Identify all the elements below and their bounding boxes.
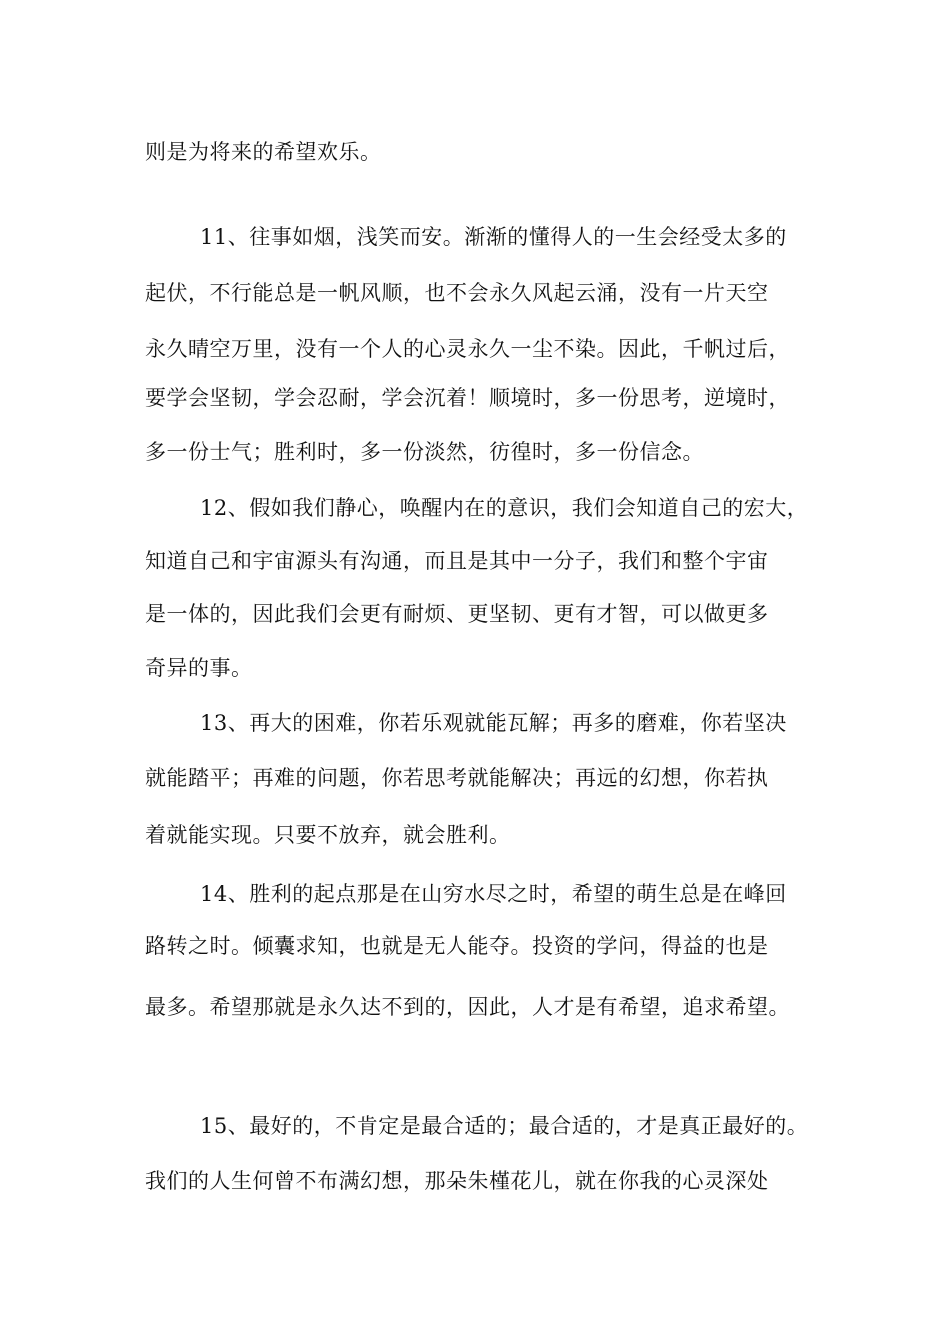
text-line: 就能踏平；再难的问题，你若思考就能解决；再远的幻想，你若执 [145,766,769,790]
paragraph-14-first-line: 14、胜利的起点那是在山穷水尽之时，希望的萌生总是在峰回 [200,882,787,906]
text-line: 起伏，不行能总是一帆风顺，也不会永久风起云涌，没有一片天空 [145,281,769,305]
paragraph-13-first-line: 13、再大的困难，你若乐观就能瓦解；再多的磨难，你若坚决 [200,711,787,735]
text-line: 最多。希望那就是永久达不到的，因此，人才是有希望，追求希望。 [145,995,790,1019]
paragraph-11-first-line: 11、往事如烟，浅笑而安。渐渐的懂得人的一生会经受太多的 [200,225,787,249]
text-line: 路转之时。倾囊求知，也就是无人能夺。投资的学问，得益的也是 [145,934,769,958]
paragraph-12-first-line: 12、假如我们静心，唤醒内在的意识，我们会知道自己的宏大， [200,496,809,520]
text-line: 永久晴空万里，没有一个人的心灵永久一尘不染。因此，千帆过后， [145,337,790,361]
text-line: 是一体的，因此我们会更有耐烦、更坚韧、更有才智，可以做更多 [145,602,769,626]
text-line: 着就能实现。只要不放弃，就会胜利。 [145,823,511,847]
text-line: 则是为将来的希望欢乐。 [145,140,382,164]
paragraph-15-first-line: 15、最好的，不肯定是最合适的；最合适的，才是真正最好的。 [200,1114,809,1138]
text-line: 奇异的事。 [145,656,253,680]
text-line: 多一份士气；胜利时，多一份淡然，彷徨时，多一份信念。 [145,440,704,464]
text-line: 知道自己和宇宙源头有沟通，而且是其中一分子，我们和整个宇宙 [145,549,769,573]
text-line: 要学会坚韧，学会忍耐，学会沉着！顺境时，多一份思考，逆境时， [145,386,790,410]
text-line: 我们的人生何曾不布满幻想，那朵朱槿花儿，就在你我的心灵深处 [145,1169,769,1193]
